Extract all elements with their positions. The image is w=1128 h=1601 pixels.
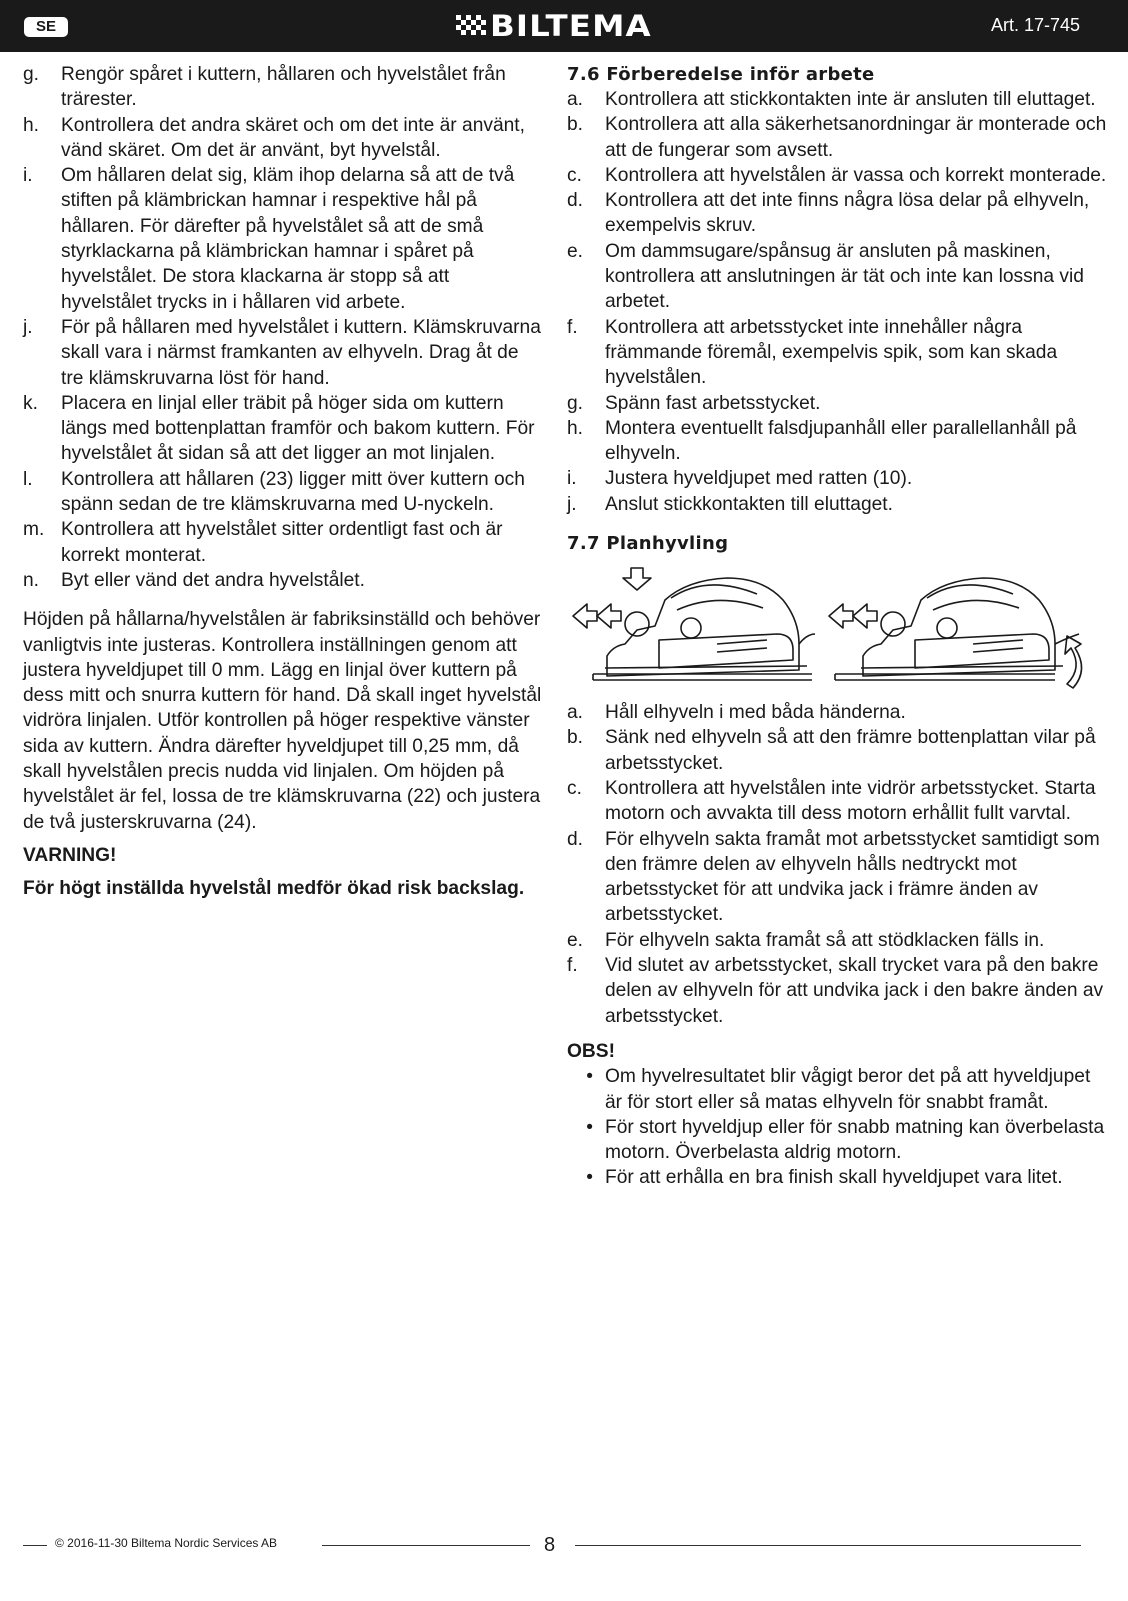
list-item [567, 239, 1107, 315]
list-item-text: Byt eller vänd det andra hyvelstålet. [61, 569, 365, 591]
page-number: 8 [544, 1534, 556, 1556]
list-item-text: Placera en linjal eller träbit på höger sida om kuttern längs med bottenplattan framför och bakom kuttern. För hyvelstålet åt sidan så att det ligger an mot linjalen. [61, 392, 535, 465]
language-badge: SE [24, 17, 68, 37]
bullet-text: Om hyvelresultatet blir vågigt beror det på att hyveldjupet är för stort eller så matas elhyveln för snabbt framåt. [605, 1066, 1091, 1113]
list-item [23, 568, 543, 593]
list-marker: k. [23, 392, 38, 414]
list-item-text: Kontrollera att hyvelstålen inte vidrör arbetsstycket. Starta motorn och avvakta till dess motorn erhållit fullt varvtal. [605, 777, 1096, 825]
list-item [567, 953, 1107, 1029]
list-item [567, 928, 1107, 953]
section-heading-7-6: 7.6 Förberedelse inför arbete [567, 64, 875, 85]
list-marker: j. [567, 493, 577, 515]
list-item-text: Kontrollera det andra skäret och om det inte är använt, vänd skäret. Om det är använt, byt hyvelstål. [61, 114, 525, 161]
adjustment-paragraph: Höjden på hållarna/hyvelstålen är fabriksinställd och behöver vanligtvis inte justeras. Kontrollera inställningen genom att justera hyveldjupet till 0 mm. Lägg en linjal över kuttern på dess mitt och snurra kuttern för hand. Då skall inget hyvelstål vidröra linjalen. Utför kontrollen på höger respektive vänster sida av kuttern. Ändra därefter hyveldjupet till 0,25 mm, då skall hyvelstålen precis nudda vid linjalen. Om höjden på hyvelstålet är fel, lossa de tre klämskruvarna (22) och justera de två justerskruvarna (24). [23, 609, 542, 833]
bullet-item [567, 1064, 1107, 1115]
list-marker: i. [23, 165, 33, 187]
list-marker: b. [567, 114, 584, 136]
checkered-flag-icon [456, 15, 486, 37]
bullet-icon: • [586, 1066, 593, 1088]
list-item [23, 62, 543, 113]
list-item [567, 315, 1107, 391]
planing-list [567, 700, 1107, 1029]
list-marker: h. [567, 417, 584, 439]
list-item [567, 163, 1107, 188]
list-item [567, 87, 1107, 112]
list-item-text: Montera eventuellt falsdjupanhåll eller parallellanhåll på elhyveln. [605, 417, 1077, 465]
list-item [567, 725, 1107, 776]
list-item-text: För elhyveln sakta framåt mot arbetsstycket samtidigt som den främre delen av elhyveln hålls nedtryckt mot arbetsstycket för att undvika jack i främre änden av arbetsstycket. [605, 828, 1100, 926]
list-marker: d. [567, 190, 584, 212]
list-item-text: Kontrollera att arbetsstycket inte innehåller några främmande föremål, exempelvis spik, som kan skada hyvelstålen. [605, 316, 1058, 389]
header-bar [0, 0, 1128, 52]
bullet-icon: • [586, 1116, 593, 1138]
list-marker: g. [567, 392, 584, 414]
list-item [567, 188, 1107, 239]
list-marker: g. [23, 64, 40, 85]
list-item-text: För elhyveln sakta framåt så att stödklacken fälls in. [605, 929, 1045, 951]
list-item [567, 466, 1107, 491]
list-marker: l. [23, 468, 33, 490]
press-down-arrow-icon [623, 568, 651, 590]
article-number: Art. 17-745 [990, 15, 1080, 35]
list-item [23, 467, 543, 518]
bullet-item [567, 1165, 1107, 1190]
brand-name: BILTEMA [490, 9, 652, 43]
list-item-text: Kontrollera att hyvelstålen är vassa och korrekt monterade. [605, 164, 1107, 186]
list-item-text: Sänk ned elhyveln så att den främre bottenplattan vilar på arbetsstycket. [605, 727, 1096, 774]
list-item [567, 776, 1107, 827]
list-marker: h. [23, 114, 40, 136]
right-column [567, 62, 1107, 1191]
list-item-text: Om dammsugare/spånsug är ansluten på maskinen, kontrollera att anslutningen är tät och inte kan lossna vid arbetet. [605, 240, 1084, 313]
page-footer [0, 1528, 1128, 1564]
list-item-text: Kontrollera att stickkontakten inte är ansluten till eluttaget. [605, 89, 1096, 110]
procedure-list [23, 62, 543, 593]
section-heading-7-7: 7.7 Planhyvling [567, 533, 729, 555]
list-marker: a. [567, 702, 584, 724]
list-marker: a. [567, 89, 584, 110]
rotate-arrow-icon [1065, 636, 1082, 688]
list-marker: i. [567, 468, 577, 490]
list-item-text: Justera hyveldjupet med ratten (10). [605, 468, 913, 490]
brand-logo [456, 9, 670, 43]
list-item-text: Kontrollera att hyvelstålet sitter ordentligt fast och är korrekt monterat. [61, 519, 503, 566]
warning-text: För högt inställda hyvelstål medför ökad risk backslag. [23, 878, 525, 900]
list-item-text: Kontrollera att hållaren (23) ligger mitt över kuttern och spänn sedan de tre klämskruvarna med U-nyckeln. [61, 468, 525, 516]
footer-rule-right [575, 1545, 1081, 1546]
list-item-text: Kontrollera att alla säkerhetsanordningar är monterade och att de fungerar som avsett. [605, 114, 1107, 161]
list-item [23, 163, 543, 315]
bullet-item [567, 1115, 1107, 1166]
list-item [567, 416, 1107, 467]
list-marker: f. [567, 955, 578, 977]
footer-rule-left [23, 1545, 47, 1546]
preparation-list [567, 87, 1107, 517]
direction-arrow-icon [597, 604, 621, 628]
direction-arrow-icon [829, 604, 853, 628]
list-marker: n. [23, 569, 40, 591]
list-item-text: Anslut stickkontakten till eluttaget. [605, 493, 893, 515]
list-marker: c. [567, 164, 582, 186]
footer-rule-middle [322, 1545, 530, 1546]
bullet-icon: • [586, 1167, 593, 1189]
list-marker: e. [567, 240, 584, 262]
planing-illustration [567, 564, 1107, 700]
bullet-text: För att erhålla en bra finish skall hyveldjupet vara litet. [605, 1167, 1063, 1189]
warning-title: VARNING! [23, 844, 117, 866]
list-item [567, 700, 1107, 725]
list-item [567, 492, 1107, 517]
list-item-text: Håll elhyveln i med båda händerna. [605, 702, 906, 724]
list-item-text: För på hållaren med hyvelstålet i kuttern. Klämskruvarna skall vara i närmst framkanten av elhyveln. Drag åt de tre klämskruvarna löst för hand. [61, 316, 541, 389]
obs-list [567, 1064, 1107, 1190]
copyright-text: © 2016-11-30 Biltema Nordic Services AB [55, 1536, 278, 1550]
list-item [23, 391, 543, 467]
list-marker: d. [567, 828, 584, 850]
list-marker: e. [567, 929, 584, 951]
list-marker: f. [567, 316, 578, 338]
list-item [567, 391, 1107, 416]
list-item-text: Om hållaren delat sig, kläm ihop delarna så att de två stiften på klämbrickan hamnar i respektive hål på hållaren. För därefter på hyvelstålet så att de små styrklackarna på klämbrickan hamnar i spåret på hyvelstålet. De stora klackarna är stopp så att hyvelstålet trycks in i hållaren vid arbete. [61, 165, 515, 313]
list-item [23, 517, 543, 568]
planer-diagram [567, 564, 1107, 700]
list-item [23, 315, 543, 391]
list-item-text: Rengör spåret i kuttern, hållaren och hyvelstålet från trärester. [61, 64, 506, 111]
list-item-text: Vid slutet av arbetsstycket, skall trycket vara på den bakre delen av elhyveln för att undvika jack i den bakre änden av arbetsstycket. [605, 955, 1104, 1027]
bullet-text: För stort hyveldjup eller för snabb matning kan överbelasta motorn. Överbelasta aldrig motorn. [605, 1116, 1105, 1164]
list-item [567, 827, 1107, 928]
list-marker: b. [567, 727, 584, 749]
list-item [23, 113, 543, 164]
list-item-text: Kontrollera att det inte finns några lösa delar på elhyveln, exempelvis skruv. [605, 190, 1090, 237]
left-column [23, 62, 543, 902]
list-marker: c. [567, 777, 582, 799]
direction-arrow-icon [853, 604, 877, 628]
list-item-text: Spänn fast arbetsstycket. [605, 392, 821, 414]
list-item [567, 112, 1107, 163]
direction-arrow-icon [573, 604, 597, 628]
obs-title: OBS! [567, 1040, 615, 1062]
list-marker: j. [23, 316, 33, 338]
list-marker: m. [23, 519, 45, 541]
